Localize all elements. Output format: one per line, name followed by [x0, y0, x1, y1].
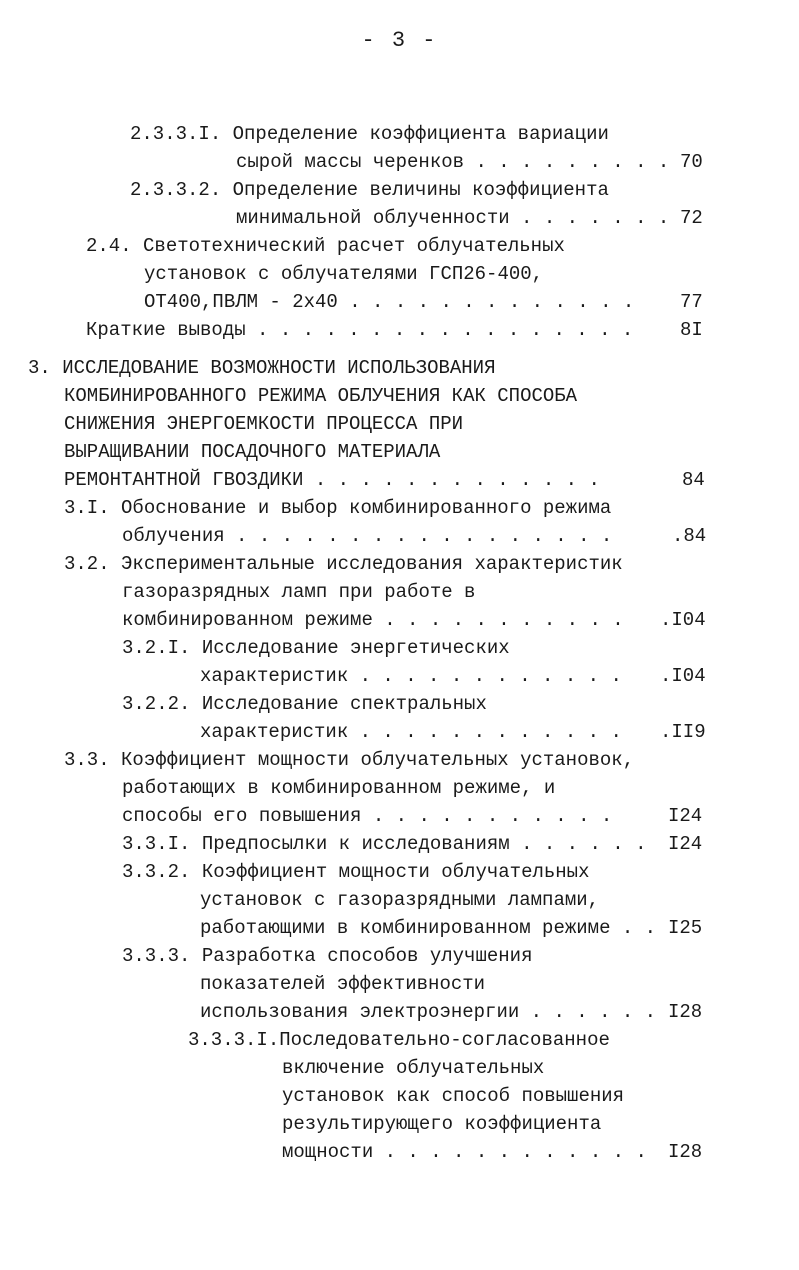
toc-line: установок с облучателями ГСП26-400,	[144, 263, 544, 285]
toc-page-number: .II9	[660, 721, 706, 743]
toc-page-number: .84	[672, 525, 707, 547]
toc-line: газоразрядных ламп при работе в	[122, 581, 476, 603]
toc-line: минимальной облученности . . . . . . .	[236, 207, 670, 229]
toc-line: результирующего коэффициента	[282, 1113, 602, 1135]
toc-line: 3.3. Коэффициент мощности облучательных установок,	[64, 749, 635, 771]
toc-line: характеристик . . . . . . . . . . . .	[200, 665, 622, 687]
toc-line: комбинированном режиме . . . . . . . . . . .	[122, 609, 624, 631]
toc-line: работающих в комбинированном режиме, и	[122, 777, 556, 799]
toc-line: СНИЖЕНИЯ ЭНЕРГОЕМКОСТИ ПРОЦЕССА ПРИ	[64, 413, 464, 435]
toc-page-number: 72	[680, 207, 703, 229]
toc-line: 3.I. Обоснование и выбор комбинированного режима	[64, 497, 612, 519]
toc-page-number: I24	[668, 833, 703, 855]
page-number: - 3 -	[361, 28, 438, 53]
toc-page-number: I24	[668, 805, 703, 827]
toc-line: 3.3.3. Разработка способов улучшения	[122, 945, 533, 967]
toc-line: 3.2.2. Исследование спектральных	[122, 693, 487, 715]
toc-line: работающими в комбинированном режиме . .	[200, 917, 657, 939]
toc-line: облучения . . . . . . . . . . . . . . . . .	[122, 525, 613, 547]
toc-page-number: I28	[668, 1001, 703, 1023]
toc-page-number: 84	[682, 469, 705, 491]
toc-line: 3. ИССЛЕДОВАНИЕ ВОЗМОЖНОСТИ ИСПОЛЬЗОВАНИЯ	[28, 357, 496, 379]
toc-page-number: 70	[680, 151, 703, 173]
toc-line: 2.3.3.2. Определение величины коэффициента	[130, 179, 609, 201]
toc-line: РЕМОНТАНТНОЙ ГВОЗДИКИ . . . . . . . . . . . . .	[64, 469, 600, 491]
toc-line: 3.3.3.I.Последовательно-согласованное	[188, 1029, 610, 1051]
toc-line: 2.3.3.I. Определение коэффициента вариации	[130, 123, 609, 145]
toc-line: мощности . . . . . . . . . . . .	[282, 1141, 647, 1163]
toc-line: показателей эффективности	[200, 973, 486, 995]
toc-line: характеристик . . . . . . . . . . . .	[200, 721, 622, 743]
toc-page-number: .I04	[660, 609, 706, 631]
toc-line: Краткие выводы . . . . . . . . . . . . . . . . .	[86, 319, 634, 341]
toc-line: ВЫРАЩИВАНИИ ПОСАДОЧНОГО МАТЕРИАЛА	[64, 441, 441, 463]
toc-line: 3.2. Экспериментальные исследования характеристик	[64, 553, 623, 575]
toc-line: 3.2.I. Исследование энергетических	[122, 637, 510, 659]
toc-line: включение облучательных	[282, 1057, 545, 1079]
toc-line: 2.4. Светотехнический расчет облучательных	[86, 235, 565, 257]
toc-line: способы его повышения . . . . . . . . . . .	[122, 805, 613, 827]
toc-line: КОМБИНИРОВАННОГО РЕЖИМА ОБЛУЧЕНИЯ КАК СПОСОБА	[64, 385, 578, 407]
toc-page-number: .I04	[660, 665, 706, 687]
toc-page-number: 8I	[680, 319, 703, 341]
toc-page-number: I25	[668, 917, 703, 939]
toc-line: установок с газоразрядными лампами,	[200, 889, 600, 911]
toc-page-number: 77	[680, 291, 703, 313]
toc-line: 3.3.2. Коэффициент мощности облучательных	[122, 861, 590, 883]
toc-line: установок как способ повышения	[282, 1085, 625, 1107]
toc-line: 3.3.I. Предпосылки к исследованиям . . . . . .	[122, 833, 647, 855]
toc-line: сырой массы черенков . . . . . . . . .	[236, 151, 670, 173]
toc-line: ОТ400,ПВЛМ - 2х40 . . . . . . . . . . . . .	[144, 291, 635, 313]
toc-page-number: I28	[668, 1141, 703, 1163]
toc-line: использования электроэнергии . . . . . .	[200, 1001, 657, 1023]
